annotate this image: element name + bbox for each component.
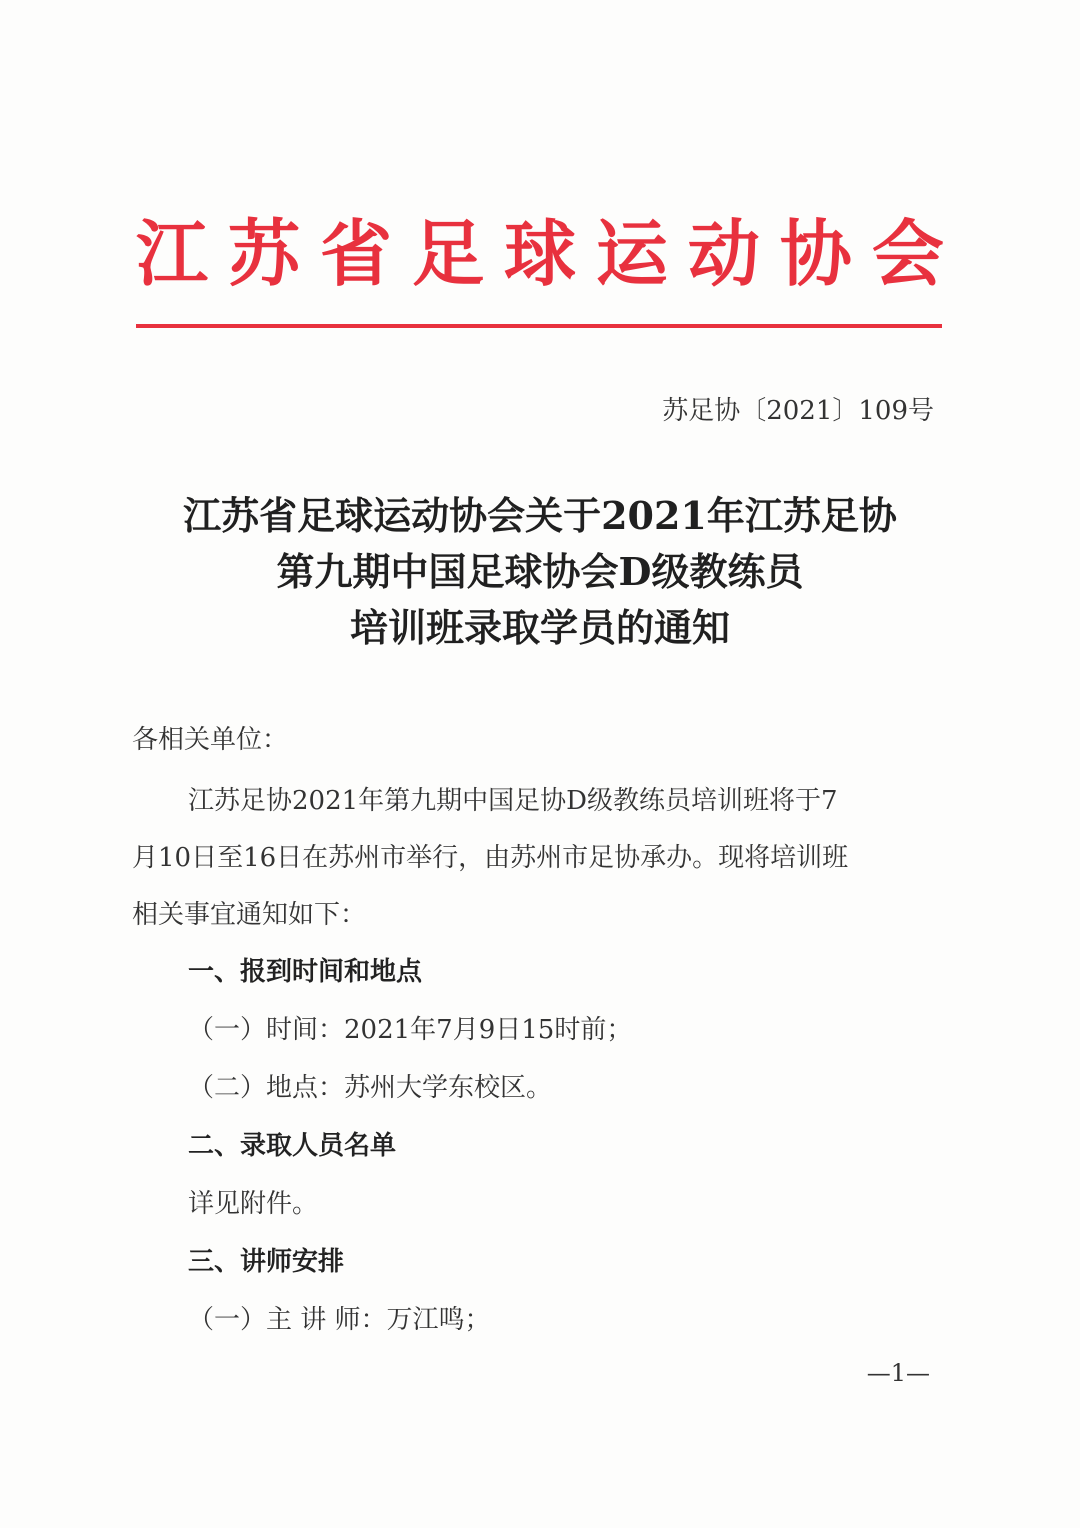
salutation: 各相关单位：: [132, 725, 289, 755]
registration-time: （一）时间：2021年7月9日15时前；: [188, 1015, 633, 1045]
organization-letterhead: [136, 208, 944, 300]
letterhead-char: 苏: [227, 211, 300, 296]
registration-location: （二）地点：苏州大学东校区。: [188, 1073, 553, 1103]
letterhead-char: 江: [136, 211, 209, 296]
section-heading-lecturers: 三、讲师安排: [188, 1247, 345, 1277]
section-heading-registration: 一、报到时间和地点: [188, 957, 423, 987]
letterhead-char: 球: [503, 211, 576, 296]
letterhead-char: 会: [871, 211, 944, 296]
lead-lecturer: （一）主 讲 师：万江鸣；: [188, 1305, 491, 1335]
notice-title-line: 培训班录取学员的通知: [349, 605, 730, 650]
notice-title-line: 第九期中国足球协会D级教练员: [276, 549, 804, 594]
notice-title-line: 江苏省足球运动协会关于2021年江苏足协: [183, 493, 897, 538]
letterhead-char: 动: [687, 211, 760, 296]
intro-line: 相关事宜通知如下：: [132, 900, 367, 930]
letterhead-char: 协: [779, 211, 852, 296]
admission-list-note: 详见附件。: [188, 1189, 319, 1219]
section-heading-admission-list: 二、录取人员名单: [188, 1131, 397, 1161]
document-number: 苏足协〔2021〕109号: [662, 396, 934, 426]
letterhead-char: 运: [595, 211, 668, 296]
notice-title: [100, 488, 980, 656]
intro-line: 月10日至16日在苏州市举行，由苏州市足协承办。现将培训班: [132, 843, 849, 873]
page-number: —1—: [866, 1359, 930, 1387]
intro-line: 江苏足协2021年第九期中国足协D级教练员培训班将于7: [188, 786, 838, 816]
red-divider-line: [136, 324, 942, 328]
letterhead-char: 足: [411, 211, 484, 296]
letterhead-char: 省: [319, 211, 392, 296]
